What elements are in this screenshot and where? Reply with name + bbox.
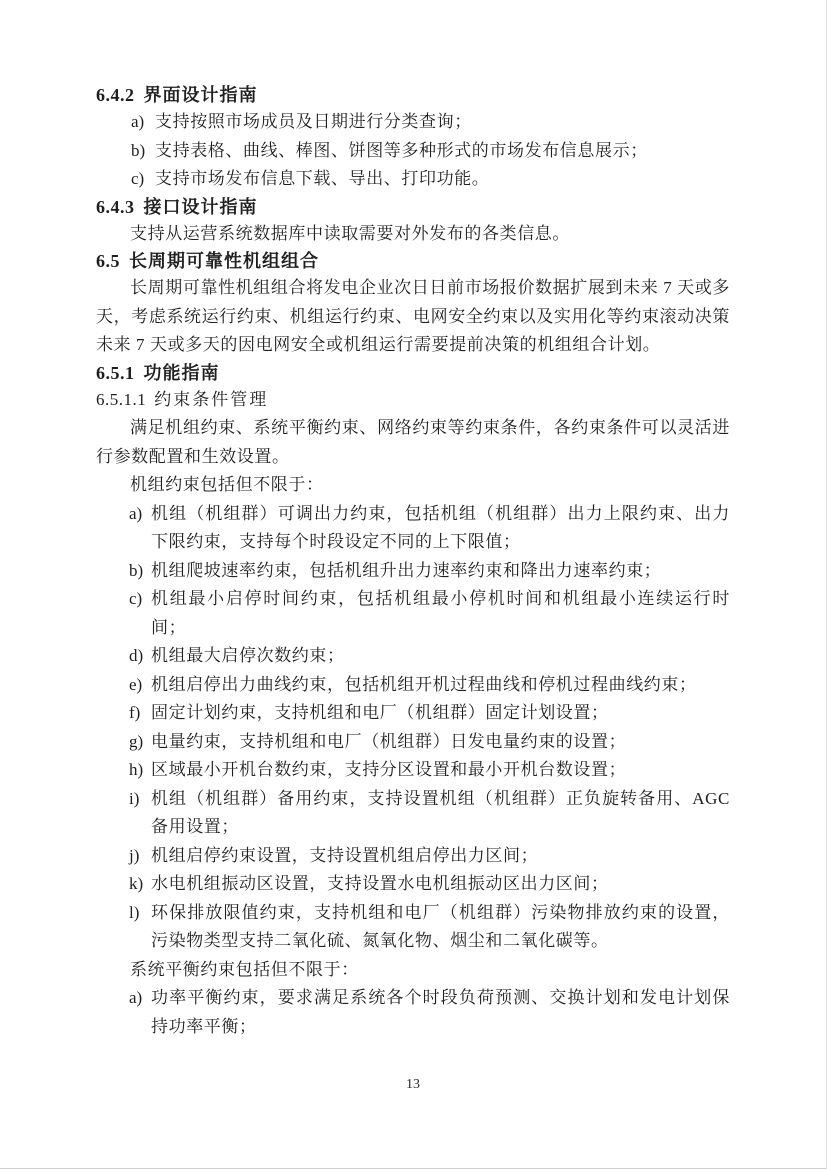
list-item-text: 支持表格、曲线、棒图、饼图等多种形式的市场发布信息展示； xyxy=(155,140,648,160)
list-item xyxy=(96,984,730,1041)
heading-6-5-1 xyxy=(96,360,730,386)
heading-title: 接口设计指南 xyxy=(143,196,258,217)
list-item xyxy=(96,108,730,137)
list-item-text: 机组启停出力曲线约束，包括机组开机过程曲线和停机过程曲线约束； xyxy=(151,674,697,694)
list-item xyxy=(96,870,730,899)
list-item-label: c) xyxy=(129,589,143,608)
list-item-text: 支持按照市场成员及日期进行分类查询； xyxy=(155,112,472,131)
heading-title: 约束条件管理 xyxy=(154,389,269,409)
unit-constraint-list xyxy=(96,500,730,956)
list-item-text: 机组最小启停时间约束，包括机组最小停机时间和机组最小连续运行时间； xyxy=(151,589,730,637)
list-item-text: 固定计划约束，支持机组和电厂（机组群）固定计划设置； xyxy=(151,703,609,722)
heading-title: 界面设计指南 xyxy=(143,85,258,105)
list-item-label: i) xyxy=(129,788,140,808)
list-item-label: d) xyxy=(129,646,144,665)
list-item-label: c) xyxy=(131,169,145,188)
list-item-text: 支持市场发布信息下载、导出、打印功能。 xyxy=(155,169,490,188)
list-item xyxy=(96,557,730,586)
list-item xyxy=(96,842,730,871)
list-item xyxy=(96,500,730,557)
list-item-label: h) xyxy=(129,760,144,779)
list-item-text: 机组（机组群）可调出力约束，包括机组（机组群）出力上限约束、出力下限约束，支持每个时段设定不同的上下限值； xyxy=(151,503,730,551)
list-item xyxy=(96,671,730,700)
list-item-text: 机组最大启停次数约束； xyxy=(151,646,345,665)
list-item-text: 区域最小开机台数约束，支持分区设置和最小开机台数设置； xyxy=(151,760,627,779)
list-item xyxy=(96,642,730,671)
paragraph-6-5: 长周期可靠性机组组合将发电企业次日日前市场报价数据扩展到未来 7 天或多天，考虑系统运行约束、机组运行约束、电网安全约束以及实用化等约束滚动决策未来 7 天或多天的因电网安全或机组运行需要提前决策的机组组合计划。 xyxy=(96,278,730,354)
list-item-label: f) xyxy=(129,703,141,722)
list-item xyxy=(96,165,730,194)
paragraph-unit-intro: 机组约束包括但不限于： xyxy=(130,475,324,494)
paragraph-constraints-intro: 满足机组约束、系统平衡约束、网络约束等约束条件，各约束条件可以灵活进行参数配置和生效设置。 xyxy=(96,418,730,466)
heading-title: 功能指南 xyxy=(143,362,220,383)
list-item-label: g) xyxy=(129,731,144,751)
list-item xyxy=(96,899,730,956)
heading-6-4-3 xyxy=(96,194,730,220)
list-item-label: k) xyxy=(129,874,144,893)
paragraph-6-4-3: 支持从运营系统数据库中读取需要对外发布的各类信息。 xyxy=(130,223,570,243)
list-item-text: 机组（机组群）备用约束，支持设置机组（机组群）正负旋转备用、AGC 备用设置； xyxy=(151,788,730,836)
list-item-text: 水电机组振动区设置，支持设置水电机组振动区出力区间； xyxy=(151,874,609,893)
list-item-label: b) xyxy=(131,140,146,160)
list-item-label: e) xyxy=(129,674,143,694)
heading-number: 6.5.1 xyxy=(96,362,135,383)
heading-6-4-2 xyxy=(96,82,730,108)
list-item-text: 环保排放限值约束，支持机组和电厂（机组群）污染物排放约束的设置，污染物类型支持二氧化硫、氮氧化物、烟尘和二氧化碳等。 xyxy=(151,902,730,950)
list-item xyxy=(96,137,730,166)
list-item xyxy=(96,728,730,757)
heading-number: 6.4.3 xyxy=(96,196,135,217)
balance-constraint-list xyxy=(96,984,730,1041)
list-item-label: b) xyxy=(129,560,144,580)
list-item-label: a) xyxy=(129,988,143,1007)
heading-number: 6.5.1.1 xyxy=(96,389,147,409)
heading-number: 6.5 xyxy=(96,251,120,271)
list-item-label: l) xyxy=(129,902,140,922)
page-number: 13 xyxy=(406,1077,420,1092)
list-item-text: 机组启停约束设置，支持设置机组启停出力区间； xyxy=(151,845,539,865)
paragraph-balance-intro: 系统平衡约束包括但不限于： xyxy=(130,959,359,979)
list-item xyxy=(96,756,730,785)
list-item xyxy=(96,785,730,842)
heading-number: 6.4.2 xyxy=(96,85,135,105)
list-item-label: j) xyxy=(129,845,140,865)
list-item xyxy=(96,699,730,728)
heading-title: 长周期可靠性机组组合 xyxy=(129,251,319,271)
list-item xyxy=(96,585,730,642)
list-item-label: a) xyxy=(131,112,145,131)
list-6-4-2 xyxy=(96,108,730,194)
list-item-text: 功率平衡约束，要求满足系统各个时段负荷预测、交换计划和发电计划保持功率平衡； xyxy=(151,988,730,1036)
heading-6-5 xyxy=(96,248,730,274)
list-item-text: 机组爬坡速率约束，包括机组升出力速率约束和降出力速率约束； xyxy=(151,560,662,580)
heading-6-5-1-1 xyxy=(96,386,730,415)
list-item-text: 电量约束，支持机组和电厂（机组群）日发电量约束的设置； xyxy=(151,731,627,751)
list-item-label: a) xyxy=(129,503,143,523)
